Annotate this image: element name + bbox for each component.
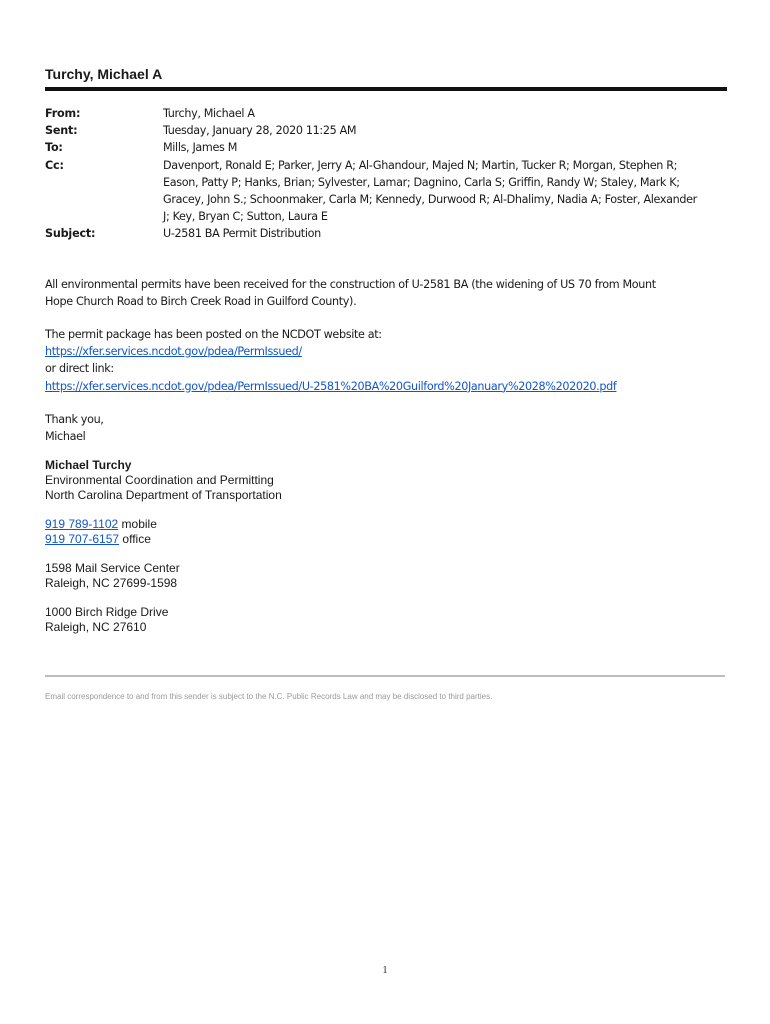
mail-address	[45, 561, 727, 591]
sent-row	[45, 122, 727, 139]
office-phone-link[interactable]: 919 707-6157	[45, 532, 120, 547]
cc-row	[45, 157, 727, 226]
page-number: 1	[382, 965, 388, 976]
office-phone-row	[45, 532, 727, 547]
document-title: Turchy, Michael A	[45, 66, 727, 91]
mobile-phone-link[interactable]: 919 789-1102	[45, 517, 119, 532]
email-printout	[45, 66, 727, 702]
to-row	[45, 139, 727, 156]
subject-value: U-2581 BA Permit Distribution	[163, 227, 321, 241]
from-label: From:	[45, 107, 81, 120]
email-header	[45, 105, 727, 243]
to-value: Mills, James M	[163, 141, 237, 155]
body-line: Hope Church Road to Birch Creek Road in Guilford County).	[45, 294, 357, 308]
mail-address-line: 1598 Mail Service Center	[45, 561, 180, 576]
closing-thanks: Thank you,	[45, 412, 104, 426]
subject-row	[45, 225, 727, 242]
signature-block	[45, 458, 727, 503]
signature-phones	[45, 517, 727, 547]
permits-folder-link[interactable]: https://xfer.services.ncdot.gov/pdea/PermIssued/	[45, 345, 302, 359]
body-line: The permit package has been posted on the NCDOT website at:	[45, 328, 382, 342]
signature-name: Michael Turchy	[45, 458, 132, 473]
body-closing	[45, 411, 727, 445]
cc-label: Cc:	[45, 158, 64, 172]
cc-value	[163, 157, 727, 226]
mail-address-line: Raleigh, NC 27699-1598	[45, 576, 178, 591]
street-address-line: 1000 Birch Ridge Drive	[45, 605, 169, 620]
body-paragraph-links	[45, 326, 727, 395]
cc-line: Davenport, Ronald E; Parker, Jerry A; Al-Ghandour, Majed N; Martin, Tucker R; Morgan, Stephen R;	[163, 158, 678, 172]
office-label: office	[119, 532, 151, 547]
sent-value: Tuesday, January 28, 2020 11:25 AM	[163, 124, 357, 138]
to-label: To:	[45, 141, 63, 155]
from-value: Turchy, Michael A	[163, 107, 255, 120]
body-line: All environmental permits have been received for the construction of U-2581 BA (the widening of US 70 from Mount	[45, 277, 656, 291]
permit-pdf-link[interactable]: https://xfer.services.ncdot.gov/pdea/PermIssued/U-2581%20BA%20Guilford%20January%2028%202020.pdf	[45, 379, 617, 393]
street-address-line: Raleigh, NC 27610	[45, 620, 147, 635]
signature-organization: North Carolina Department of Transportation	[45, 488, 282, 503]
closing-name: Michael	[45, 430, 86, 444]
body-paragraph-permits	[45, 276, 727, 310]
mobile-label: mobile	[118, 517, 157, 532]
cc-line: J; Key, Bryan C; Sutton, Laura E	[163, 210, 328, 224]
sent-label: Sent:	[45, 124, 78, 138]
direct-link-label: or direct link:	[45, 362, 114, 376]
mobile-phone-row	[45, 517, 727, 532]
cc-line: Gracey, John S.; Schoonmaker, Carla M; Kennedy, Durwood R; Al-Dhalimy, Nadia A; Foster, Alexander	[163, 193, 697, 207]
divider	[45, 675, 725, 677]
cc-line: Eason, Patty P; Hanks, Brian; Sylvester, Lamar; Dagnino, Carla S; Griffin, Randy W; Staley, Mark K;	[163, 175, 680, 189]
signature-department: Environmental Coordination and Permitting	[45, 473, 274, 488]
subject-label: Subject:	[45, 227, 96, 241]
from-row	[45, 105, 727, 122]
street-address	[45, 605, 727, 635]
public-records-disclaimer: Email correspondence to and from this sender is subject to the N.C. Public Records Law and may be disclosed to third parties.	[45, 692, 493, 702]
